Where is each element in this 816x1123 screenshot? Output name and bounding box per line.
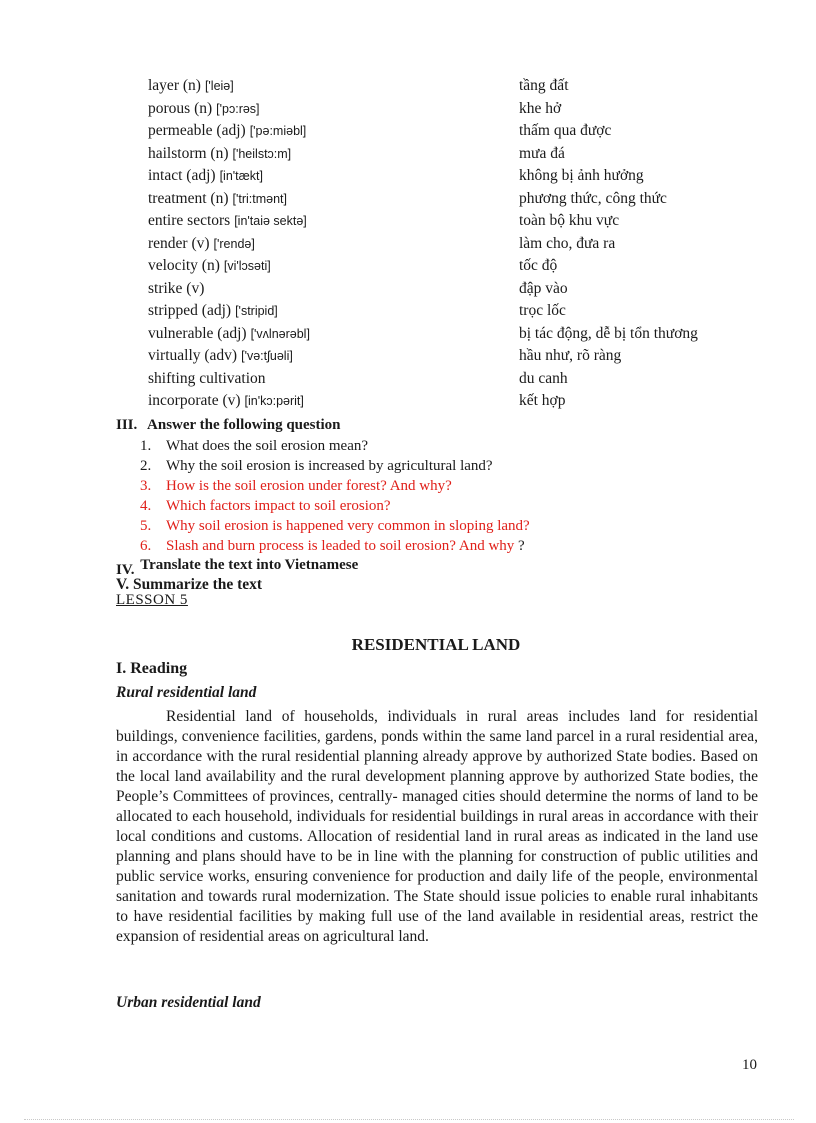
vocab-meaning: làm cho, đưa ra bbox=[519, 234, 616, 252]
section-4-heading bbox=[116, 557, 359, 578]
vocab-term bbox=[148, 165, 263, 188]
lesson-label: LESSON 5 bbox=[116, 592, 188, 608]
vocab-word: layer (n) bbox=[148, 77, 201, 94]
vocab-term bbox=[148, 233, 255, 256]
page-title: RESIDENTIAL LAND bbox=[351, 635, 521, 654]
vocab-word: permeable (adj) bbox=[148, 122, 246, 139]
page-bottom-divider bbox=[24, 1119, 794, 1120]
question-number: 4. bbox=[140, 498, 152, 514]
question-text: How is the soil erosion under forest? And why? bbox=[166, 478, 452, 494]
question-number: 3. bbox=[140, 478, 152, 494]
section-3-number: III. bbox=[116, 417, 138, 433]
vocab-meaning: tầng đất bbox=[519, 77, 569, 94]
vocab-term bbox=[148, 300, 278, 323]
vocab-phonetic: [vi'lɔsəti] bbox=[223, 259, 271, 273]
vocab-phonetic: [in'kɔ:pərit] bbox=[244, 394, 304, 408]
vocab-term bbox=[148, 345, 293, 368]
question-item bbox=[140, 536, 760, 556]
vocab-meaning: trọc lốc bbox=[519, 302, 566, 319]
vocab-word: virtually (adv) bbox=[148, 347, 238, 364]
question-item bbox=[140, 516, 760, 536]
vocab-term bbox=[148, 143, 291, 166]
urban-residential-subheading: Urban residential land bbox=[116, 994, 261, 1011]
vocab-term bbox=[148, 120, 306, 143]
vocab-meaning: hầu như, rõ ràng bbox=[519, 347, 622, 364]
rural-residential-subheading: Rural residential land bbox=[116, 684, 257, 701]
section-3-heading bbox=[116, 417, 341, 434]
vocab-row bbox=[148, 368, 768, 391]
vocab-term bbox=[148, 323, 310, 346]
question-number: 6. bbox=[140, 538, 152, 554]
vocab-meaning: kết hợp bbox=[519, 392, 566, 409]
vocab-row bbox=[148, 300, 768, 323]
question-text: Why the soil erosion is increased by agricultural land? bbox=[166, 458, 493, 474]
vocab-meaning: tốc độ bbox=[519, 257, 558, 274]
vocab-meaning: không bị ảnh hưởng bbox=[519, 167, 644, 184]
vocab-term bbox=[148, 255, 271, 278]
vocabulary-list bbox=[148, 75, 768, 413]
vocab-word: treatment (n) bbox=[148, 189, 229, 207]
vocab-phonetic: ['vʌlnərəbl] bbox=[250, 326, 310, 341]
vocab-phonetic: [in'taiə sektə] bbox=[234, 214, 307, 228]
vocab-phonetic: ['və:tʃuəli] bbox=[241, 349, 293, 363]
vocab-phonetic: ['pɔ:rəs] bbox=[216, 101, 260, 116]
vocab-term bbox=[148, 98, 260, 121]
vocab-row bbox=[148, 143, 768, 166]
vocab-phonetic: ['pə:miəbl] bbox=[249, 124, 307, 138]
question-text: What does the soil erosion mean? bbox=[166, 438, 369, 454]
reading-heading: I. Reading bbox=[116, 660, 188, 677]
rural-residential-paragraph: Residential land of households, individuals in rural areas includes land for residential buildings, convenience facilities, gardens, ponds within the same land parcel in a rural residential area, in accordance with the rural residential planning already approve by authorized State bodies. Based on the local land availability and the rural development planning approve by authorized State bodies, the People’s Committees of provinces, centrally- managed cities should determine the norms of land to be allocated to each household, individuals for residential buildings in rural areas in accordance with their local conditions and customs. Allocation of residential land in rural areas as indicated in the land use planning and plans should have to be in line with the planning for construction of public utilities and public service works, ensuring convenience for production and daily life of the people, environmental sanitation and towards rural modernization. The State should issue policies to enable rural inhabitants to have residential facilities by making full use of the land available in residential areas, restrict the expansion of residential areas on agricultural land. bbox=[116, 708, 758, 945]
page-number: 10 bbox=[742, 1057, 757, 1073]
vocab-row bbox=[148, 210, 768, 233]
vocab-word: shifting cultivation bbox=[148, 369, 266, 387]
vocab-meaning: thấm qua được bbox=[519, 122, 612, 139]
vocab-meaning: mưa đá bbox=[519, 144, 565, 162]
section-3-title: Answer the following question bbox=[147, 417, 341, 433]
vocab-word: incorporate (v) bbox=[148, 392, 241, 409]
question-item bbox=[140, 436, 760, 456]
vocab-row bbox=[148, 278, 768, 301]
section-4-number: IV. bbox=[116, 562, 135, 578]
vocab-meaning: khe hở bbox=[519, 99, 562, 117]
vocab-word: stripped (adj) bbox=[148, 302, 232, 319]
vocab-meaning: bị tác động, dễ bị tổn thương bbox=[519, 324, 698, 342]
vocab-row bbox=[148, 345, 768, 368]
question-number: 5. bbox=[140, 518, 152, 534]
vocab-term bbox=[148, 188, 287, 211]
vocab-word: render (v) bbox=[148, 234, 210, 252]
vocab-word: strike (v) bbox=[148, 279, 205, 297]
vocab-term bbox=[148, 368, 270, 391]
vocab-term bbox=[148, 210, 307, 233]
vocab-row bbox=[148, 165, 768, 188]
vocab-word: porous (n) bbox=[148, 99, 213, 117]
section-4-title: Translate the text into Vietnamese bbox=[140, 557, 359, 573]
vocab-row bbox=[148, 255, 768, 278]
vocab-row bbox=[148, 75, 768, 98]
vocab-term bbox=[148, 278, 208, 301]
question-item bbox=[140, 496, 760, 516]
vocab-word: velocity (n) bbox=[148, 257, 220, 274]
vocab-row bbox=[148, 323, 768, 346]
vocab-meaning: toàn bộ khu vực bbox=[519, 212, 620, 229]
section-5-heading: V. Summarize the text bbox=[116, 576, 263, 593]
vocab-row bbox=[148, 120, 768, 143]
vocab-phonetic: ['rendə] bbox=[213, 236, 255, 251]
vocab-row bbox=[148, 98, 768, 121]
question-number: 1. bbox=[140, 438, 152, 454]
vocab-word: intact (adj) bbox=[148, 167, 216, 184]
vocab-phonetic: ['leiə] bbox=[204, 79, 234, 93]
question-number: 2. bbox=[140, 458, 152, 474]
vocab-phonetic: [in'tækt] bbox=[219, 169, 263, 183]
vocab-meaning: phương thức, công thức bbox=[519, 189, 667, 207]
vocab-word: entire sectors bbox=[148, 212, 231, 229]
vocab-phonetic: ['tri:tmənt] bbox=[232, 191, 287, 206]
vocab-meaning: du canh bbox=[519, 369, 568, 387]
question-text: Slash and burn process is leaded to soil erosion? And why bbox=[166, 538, 515, 554]
vocab-meaning: đập vào bbox=[519, 279, 568, 297]
vocab-word: hailstorm (n) bbox=[148, 144, 229, 162]
question-item bbox=[140, 456, 760, 476]
vocab-term bbox=[148, 390, 304, 413]
vocab-term bbox=[148, 75, 234, 98]
vocab-row bbox=[148, 188, 768, 211]
vocab-word: vulnerable (adj) bbox=[148, 324, 247, 342]
vocab-row bbox=[148, 233, 768, 256]
question-list bbox=[140, 436, 760, 556]
vocab-phonetic: ['stripid] bbox=[235, 304, 278, 318]
question-text: Which factors impact to soil erosion? bbox=[166, 498, 391, 514]
question-item bbox=[140, 476, 760, 496]
vocab-phonetic: ['heilstɔ:m] bbox=[232, 146, 292, 161]
question-text: Why soil erosion is happened very common in sloping land? bbox=[166, 518, 530, 534]
vocab-row bbox=[148, 390, 768, 413]
question-tail: ? bbox=[514, 538, 525, 554]
